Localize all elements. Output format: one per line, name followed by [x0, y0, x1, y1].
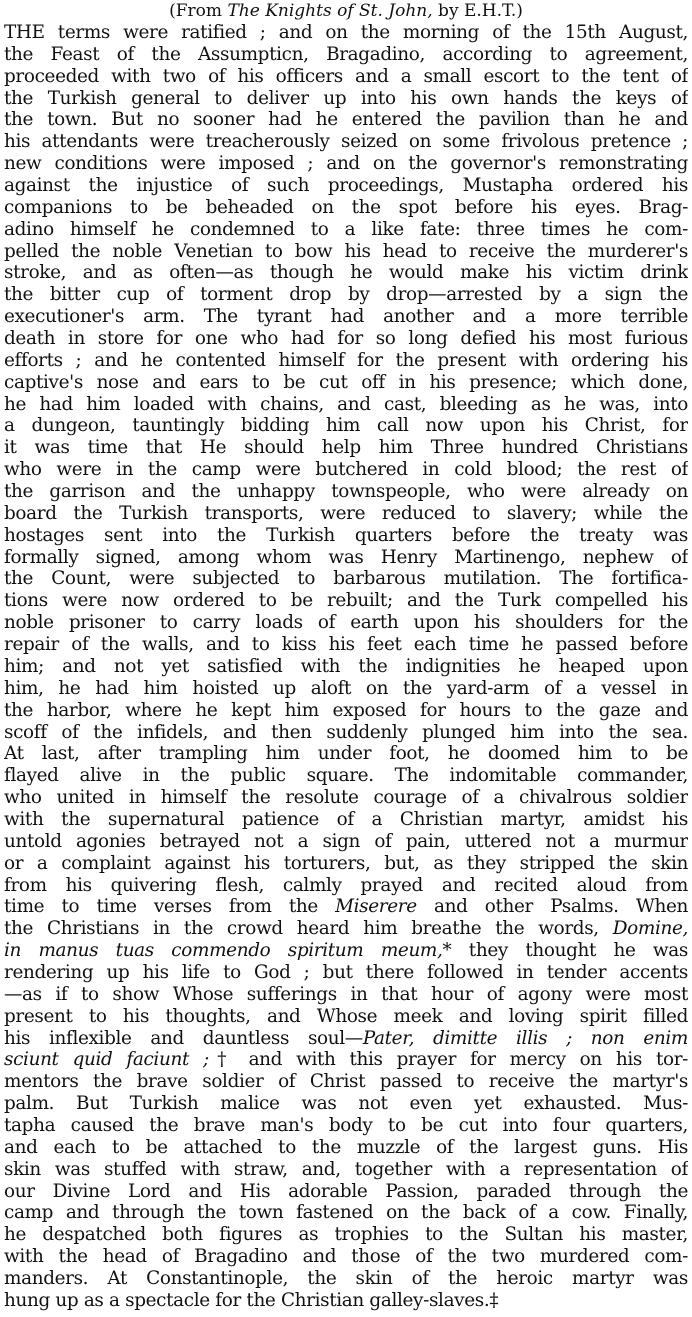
text-line [4, 831, 688, 853]
text-line [4, 525, 688, 547]
text-segment: time to time verses from the [4, 896, 336, 918]
text-line [4, 328, 688, 350]
text-segment: executioner's arm. The tyrant had another and a more terrible [4, 306, 688, 328]
text-segment: stroke, and as often—as though he would make his victim drink [4, 262, 688, 284]
text-segment: from his quivering flesh, calmly prayed and recited aloud from [4, 874, 688, 896]
text-line [4, 656, 688, 678]
text-line [4, 66, 688, 88]
text-segment: camp and through the town fastened on the back of a cow. Finally, [4, 1202, 688, 1224]
text-segment: formally signed, among whom was Henry Martinengo, nephew of [4, 546, 688, 568]
text-line [4, 262, 688, 284]
text-line [4, 809, 688, 831]
text-segment: hostages sent into the Turkish quarters before the treaty was [4, 524, 688, 546]
text-line [4, 1290, 688, 1312]
italic-text: sciunt quid faciunt ; [4, 1049, 209, 1071]
text-line [4, 1224, 688, 1246]
text-segment: flayed alive in the public square. The indomitable commander, [4, 765, 688, 787]
text-segment: rendering up his life to God ; but there followed in tender accents [4, 961, 688, 983]
text-segment: the bitter cup of torment drop by drop—arrested by a sign the [4, 284, 688, 306]
text-segment: and each to be attached to the muzzle of the largest guns. His [4, 1136, 688, 1158]
text-segment: him; and not yet satisfied with the indignities he heaped upon [4, 655, 688, 677]
text-segment: mentors the brave soldier of Christ passed to receive the martyr's [4, 1071, 688, 1093]
italic-text: Pater, dimitte illis ; non enim [362, 1027, 688, 1049]
text-segment: and other Psalms. When [416, 896, 688, 918]
text-line [4, 1159, 688, 1181]
text-line [4, 88, 688, 110]
text-line [4, 481, 688, 503]
text-line [4, 1137, 688, 1159]
text-segment: our Divine Lord and His adorable Passion, paraded through the [4, 1180, 688, 1202]
italic-text: in manus tuas commendo spiritum meum,* [4, 940, 452, 962]
text-line [4, 1006, 688, 1028]
text-segment: tions were now ordered to be rebuilt; and the Turk compelled his [4, 590, 688, 612]
text-line [4, 590, 688, 612]
text-line [4, 1115, 688, 1137]
text-line [4, 44, 688, 66]
text-segment: proceeded with two of his officers and a small escort to the tent of [4, 65, 688, 87]
text-line [4, 875, 688, 897]
text-line [4, 722, 688, 744]
text-segment: him, he had him hoisted up aloft on the yard-arm of a vessel in [4, 677, 688, 699]
text-segment: pelled the noble Venetian to bow his head to receive the murderer's [4, 240, 688, 262]
text-line [4, 787, 688, 809]
text-segment: tapha caused the brave man's body to be cut into four quarters, [4, 1114, 688, 1136]
text-segment: † and with this prayer for mercy on his tor- [208, 1049, 688, 1071]
text-line [4, 634, 688, 656]
text-segment: death in store for one who had for so long defied his most furious [4, 328, 688, 350]
text-segment: adino himself he condemned to a like fate: three times he com- [4, 218, 688, 240]
text-segment: they thought he was [451, 940, 688, 962]
text-line [4, 153, 688, 175]
article-body [4, 22, 688, 1312]
text-line [4, 219, 688, 241]
text-segment: who united in himself the resolute courage of a chivalrous soldier [4, 787, 688, 809]
text-line [4, 372, 688, 394]
text-segment: the Turkish general to deliver up into his own hands the keys of [4, 87, 688, 109]
text-segment: or a complaint against his torturers, but, as they stripped the skin [4, 852, 688, 874]
italic-text: Miserere [335, 896, 417, 918]
text-line [4, 1268, 688, 1290]
text-segment: scoff of the infidels, and then suddenly plunged him into the sea. [4, 721, 688, 743]
text-segment: new conditions were imposed ; and on the governor's remonstrating [4, 153, 688, 175]
text-line [4, 1093, 688, 1115]
source-citation [4, 0, 688, 22]
text-line [4, 350, 688, 372]
text-line [4, 1049, 688, 1071]
citation-title: The Knights of St. John, [227, 1, 433, 21]
italic-text: Domine, [612, 918, 688, 940]
text-segment: untold agonies betrayed not a sign of pain, uttered not a murmur [4, 830, 688, 852]
text-segment: the Feast of the Assumpticn, Bragadino, according to agreement, [4, 43, 688, 65]
text-segment: with the head of Bragadino and those of the two murdered com- [4, 1246, 688, 1268]
text-line [4, 918, 688, 940]
text-segment: manders. At Constantinople, the skin of the heroic martyr was [4, 1267, 688, 1289]
text-segment: who were in the camp were butchered in cold blood; the rest of [4, 459, 688, 481]
text-segment: he had him loaded with chains, and cast, bleeding as he was, into [4, 393, 688, 415]
text-line [4, 1202, 688, 1224]
text-segment: At last, after trampling him under foot, he doomed him to be [4, 743, 688, 765]
text-segment: the town. But no sooner had he entered the pavilion than he and [4, 109, 688, 131]
text-line [4, 568, 688, 590]
text-line [4, 612, 688, 634]
text-line [4, 437, 688, 459]
text-segment: the harbor, where he kept him exposed for hours to the gaze and [4, 699, 688, 721]
text-segment: a dungeon, tauntingly bidding him call now upon his Christ, for [4, 415, 688, 437]
text-line [4, 743, 688, 765]
text-segment: with the supernatural patience of a Christian martyr, amidst his [4, 808, 688, 830]
text-segment: repair of the walls, and to kiss his feet each time he passed before [4, 634, 688, 656]
text-line [4, 109, 688, 131]
text-line [4, 131, 688, 153]
text-line [4, 547, 688, 569]
text-segment: it was time that He should help him Three hundred Christians [4, 437, 688, 459]
text-line [4, 1246, 688, 1268]
text-line [4, 175, 688, 197]
text-line [4, 503, 688, 525]
text-segment: he despatched both figures as trophies to the Sultan his master, [4, 1224, 688, 1246]
citation-open: (From [169, 1, 228, 21]
text-line [4, 22, 688, 44]
text-segment: THE [4, 22, 45, 43]
text-line [4, 853, 688, 875]
text-line [4, 700, 688, 722]
text-segment: —as if to show Whose sufferings in that hour of agony were most [4, 983, 688, 1005]
text-segment: board the Turkish transports, were reduced to slavery; while the [4, 502, 688, 524]
text-segment: companions to be beheaded on the spot before his eyes. Brag- [4, 196, 688, 218]
text-line [4, 962, 688, 984]
text-line [4, 415, 688, 437]
text-line [4, 459, 688, 481]
text-segment: the garrison and the unhappy townspeople, who were already on [4, 481, 688, 503]
text-line [4, 896, 688, 918]
text-segment: the Christians in the crowd heard him breathe the words, [4, 918, 613, 940]
text-line [4, 1071, 688, 1093]
text-segment: terms were ratified ; and on the morning of the 15th August, [44, 22, 688, 43]
text-line [4, 197, 688, 219]
text-line [4, 306, 688, 328]
text-line [4, 284, 688, 306]
text-line [4, 394, 688, 416]
text-line [4, 1181, 688, 1203]
text-segment: captive's nose and ears to be cut off in his presence; which done, [4, 371, 688, 393]
text-line [4, 1028, 688, 1050]
text-segment: noble prisoner to carry loads of earth upon his shoulders for the [4, 612, 688, 634]
text-line [4, 241, 688, 263]
text-segment: skin was stuffed with straw, and, together with a representation of [4, 1158, 688, 1180]
text-segment: the Count, were subjected to barbarous mutilation. The fortifica- [4, 568, 688, 590]
text-line [4, 678, 688, 700]
text-segment: efforts ; and he contented himself for the present with ordering his [4, 349, 688, 371]
text-segment: against the injustice of such proceedings, Mustapha ordered his [4, 175, 688, 197]
text-segment: hung up as a spectacle for the Christian galley-slaves.‡ [4, 1289, 499, 1311]
text-segment: present to his thoughts, and Whose meek and loving spirit filled [4, 1005, 688, 1027]
text-segment: his inflexible and dauntless soul— [4, 1027, 363, 1049]
text-segment: palm. But Turkish malice was not even yet exhausted. Mus- [4, 1093, 688, 1115]
text-line [4, 984, 688, 1006]
citation-close: by E.H.T.) [432, 1, 523, 21]
text-line [4, 940, 688, 962]
text-segment: his attendants were treacherously seized on some frivolous pretence ; [4, 131, 688, 153]
text-line [4, 765, 688, 787]
